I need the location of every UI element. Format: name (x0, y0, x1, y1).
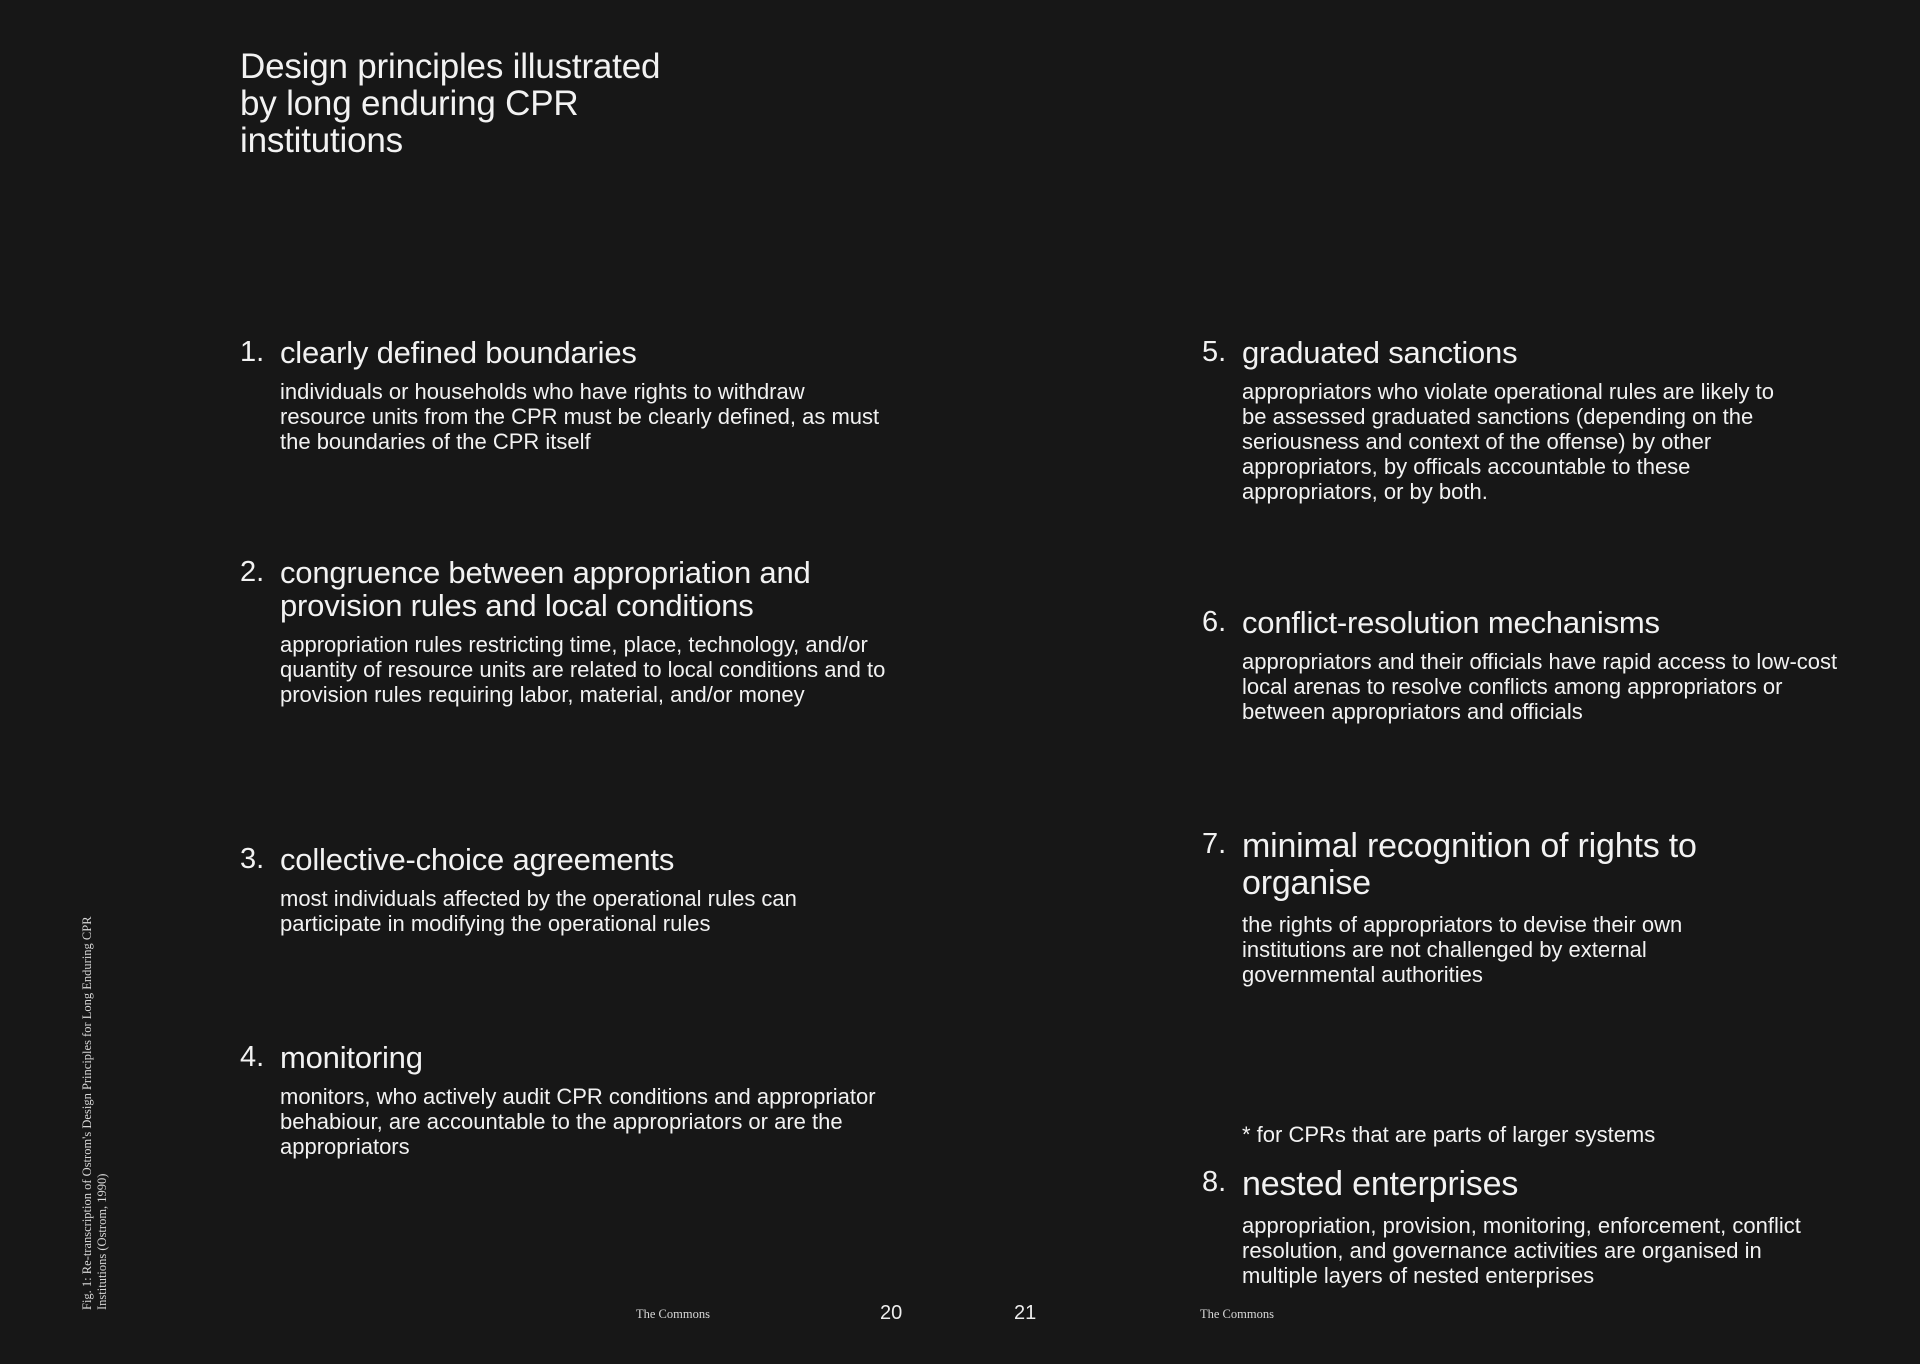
principle-number: 1. (240, 336, 265, 368)
principle-description: individuals or households who have rights to withdraw resource units from the CPR must be clearly defined, as must the boundaries of the CPR itself (280, 379, 880, 454)
principle-6 (1202, 606, 1842, 724)
principle-description: appropriators who violate operational rules are likely to be assessed graduated sanctions (depending on the seriousness and context of the offense) by other appropriators, by officals accountable to these appropriators, or by both. (1242, 379, 1774, 504)
page-title: Design principles illustrated by long enduring CPR institutions (240, 47, 661, 160)
principle-5 (1202, 336, 1802, 504)
principle-heading: conflict-resolution mechanisms (1242, 605, 1660, 640)
figure-caption: Fig. 1: Re-transcription of Ostrom's Design Principles for Long Enduring CPR Institutions (Ostrom, 1990) (80, 916, 109, 1310)
principle-number: 3. (240, 843, 265, 875)
principle-heading: minimal recognition of rights to organise (1242, 827, 1697, 902)
principle-7 (1202, 828, 1782, 987)
principle-number: 2. (240, 556, 265, 588)
principle-description: most individuals affected by the operational rules can participate in modifying the operational rules (280, 886, 797, 936)
principle-8 (1202, 1166, 1802, 1288)
principle-3 (240, 843, 880, 936)
principle-number: 8. (1202, 1166, 1227, 1198)
principle-number: 4. (240, 1041, 265, 1073)
principle-heading: congruence between appropriation and provision rules and local conditions (280, 555, 811, 623)
footnote: * for CPRs that are parts of larger systems (1242, 1122, 1656, 1147)
principle-number: 7. (1202, 828, 1227, 860)
right-running-head: The Commons (1200, 1307, 1274, 1321)
principle-heading: monitoring (280, 1040, 423, 1075)
left-page-number: 20 (880, 1302, 903, 1324)
principle-heading: clearly defined boundaries (280, 335, 637, 370)
right-page-number: 21 (1014, 1302, 1037, 1324)
principle-description: the rights of appropriators to devise their own institutions are not challenged by external governmental authorities (1242, 912, 1683, 987)
principle-2 (240, 556, 900, 707)
left-running-head: The Commons (636, 1307, 710, 1321)
principle-heading: graduated sanctions (1242, 335, 1518, 370)
principle-description: monitors, who actively audit CPR conditions and appropriator behabiour, are accountable to the appropriators or are the appropriators (280, 1084, 876, 1159)
principle-number: 6. (1202, 606, 1227, 638)
principle-description: appropriators and their officials have rapid access to low-cost local arenas to resolve conflicts among appropriators or between appropriators and officials (1242, 649, 1838, 724)
principle-4 (240, 1041, 880, 1159)
principle-1 (240, 336, 880, 454)
principle-description: appropriation rules restricting time, place, technology, and/or quantity of resource units are related to local conditions and to provision rules requiring labor, material, and/or money (280, 632, 886, 707)
principle-heading: collective-choice agreements (280, 842, 675, 877)
principle-description: appropriation, provision, monitoring, enforcement, conflict resolution, and governance activities are organised in multiple layers of nested enterprises (1242, 1213, 1801, 1288)
principle-number: 5. (1202, 336, 1227, 368)
principle-heading: nested enterprises (1242, 1165, 1519, 1203)
